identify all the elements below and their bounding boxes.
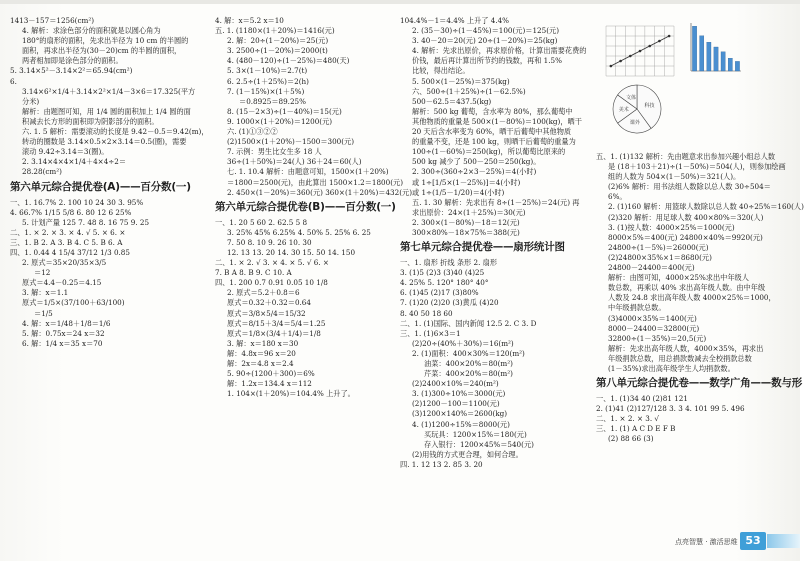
answer-line: 4. 解：x＝5.2 x＝10 xyxy=(215,16,284,25)
page-tab-decoration xyxy=(767,534,800,548)
answer-line: (2)320 解析：用足球人数 400×80%＝320(人) xyxy=(608,212,764,222)
answer-line: 4. 66.7% 1/15 5/8 6. 80 12 6 25% xyxy=(10,207,132,217)
answer-line: 其他物质的重量是 500×(1－80%)＝100(kg)，晒干 xyxy=(412,116,582,126)
answer-line: 7. 示例：男生比女生多 18 人 xyxy=(227,147,322,157)
answer-line: 3. (1)按人数：4000×25%＝1000(元) xyxy=(608,222,735,232)
answer-line: 面积，再求出半径为(30－20)cm 的半圆的面积， xyxy=(22,46,182,56)
answer-line: 二、1. × 2. √ 3. × 4. × 5. √ 6. × xyxy=(215,258,329,268)
bar xyxy=(700,36,704,71)
answer-line: 8. (15－2×3)÷(1－40%)＝15(元) xyxy=(227,106,342,116)
page-number: 53 xyxy=(740,532,766,550)
column-4 xyxy=(596,152,804,445)
data-point xyxy=(619,60,622,63)
answer-line: 7. (1)20 (2)20 (3)黄瓜 (4)20 xyxy=(400,298,499,308)
column-3 xyxy=(400,16,590,470)
answer-line: (2)24800×35%×1＝8680(元) xyxy=(608,252,712,262)
answer-line: 原式＝1/5×(37/100＋63/100) xyxy=(22,298,125,308)
answer-line: 解析：由图可知，4000×25%求出中年级人 xyxy=(608,273,749,283)
answer-line: 数总数，再乘以 40% 求出高年级人数。由中年级 xyxy=(608,283,766,293)
answer-line: 买玩具：1200×15%＝180(元) xyxy=(424,429,527,439)
answer-line: 原式＝0.32＋0.32＝0.64 xyxy=(227,298,311,308)
answer-line: 四、1. 0.44 4 15/4 37/12 1/3 0.85 xyxy=(10,247,130,257)
bar xyxy=(721,52,725,71)
answer-line: 或 1÷[1/5×(1－25%)]＝4(小时) xyxy=(412,177,521,187)
answer-line: 六. 1. 5 解析：需要滚动的长度是 9.42－0.5＝9.42(m)， xyxy=(22,127,209,137)
answer-line: ＝12 xyxy=(34,268,51,278)
answer-line: 解析：由题图可知，用 1/4 圆的面积加上 1/4 圆的面 xyxy=(22,106,191,116)
answer-line: 7. (1－15%)×(1＋5%) xyxy=(227,86,305,96)
answer-line: 2. 3.14×4×4×1/4＋4×4÷2＝ xyxy=(22,157,127,167)
answer-line: (1－35%)求出高年级学生人均捐款数。 xyxy=(608,363,735,373)
bar xyxy=(728,58,732,71)
section-title: 第六单元综合提优卷(A)——百分数(一) xyxy=(10,180,191,193)
answer-line: 6. 解：1/4 x＝35 x＝70 xyxy=(22,338,103,348)
answer-line: ＝0.8925＝89.25% xyxy=(239,96,306,106)
answer-line: (2)用钱的方式更合理，如何合理。 xyxy=(412,449,523,459)
column-1 xyxy=(10,16,209,349)
answer-line: 三、1. B 2. A 3. B 4. C 5. B 6. A xyxy=(10,237,123,247)
answer-line: ＝1800＝2500(元)，由此算出 1500×1.2＝1800(元) xyxy=(227,177,403,187)
answer-line: 解析：先求出高年级人数，4000×35%，再求出 xyxy=(608,343,764,353)
bar xyxy=(714,47,718,71)
answer-line: 两者相加即是涂色部分的面积。 xyxy=(22,56,123,66)
answer-line: (2)20÷(40%＋30%)＝16(m²) xyxy=(412,338,514,348)
answer-line: 是 (18＋103＋21)÷(1－50%)＝504(人)，则参加绘画 xyxy=(608,162,786,172)
section-title: 第七单元综合提优卷——扇形统计图 xyxy=(400,241,565,254)
answer-line: 比较，得出结论。 xyxy=(412,66,470,76)
answer-line: 2. (1)41 (2)127/128 3. 3 4. 101 99 5. 496 xyxy=(596,404,745,414)
answer-line: 积减去长方形的面积即为阴影部分的面积。 xyxy=(22,116,159,126)
answer-line: 油菜：400×20%＝80(m²) xyxy=(424,359,513,368)
answer-line: 原式＝8/15＋3/4＝5/4＝1.25 xyxy=(227,318,326,328)
answer-line: 4. (1)1200÷15%＝8000(元) xyxy=(412,419,510,429)
answer-line: 6. 2.5÷(1＋25%)＝2(h) xyxy=(227,76,309,86)
answer-line: 3. (1)300÷10%＝3000(元) xyxy=(412,389,506,399)
answer-line: 二、1. (1)国际、国内新闻 12.5 2. C 3. D xyxy=(400,318,537,328)
answer-line: 2. (1)160 解析：用篮球人数除以总人数 40÷25%＝160(人) xyxy=(608,202,804,212)
answer-line: 2. 原式＝5.2＋0.8＝6 xyxy=(227,288,300,298)
pie-chart-svg xyxy=(602,82,672,137)
answer-line: 5. 3×(1－10%)＝2.7(t) xyxy=(227,66,308,76)
answer-line: 五、1. (1)132 解析：先由题意求出参加兴趣小组总人数 xyxy=(596,152,776,161)
answer-line: 2. 解：20÷(1－20%)＝25(元) xyxy=(227,36,329,46)
pie-label: 课外 xyxy=(629,120,640,127)
answer-line: (2)1200－100＝1100(元) xyxy=(412,399,500,409)
answer-line: 5. 3.14×5²－3.14×2²＝65.94(cm²) xyxy=(10,66,133,76)
answer-line: 或 1÷(1/5－1/20)＝4(小时) xyxy=(412,187,505,197)
answer-line: (3)1200×140%＝2600(kg) xyxy=(412,409,508,419)
answer-line: 4. 25% 5. 120° 180° 40° xyxy=(400,278,489,288)
answer-line: 24800÷(1－5%)＝26000(元) xyxy=(608,242,709,252)
pie-label: 科技 xyxy=(644,102,655,109)
answer-line: 500－62.5＝437.5(kg) xyxy=(412,96,492,106)
data-point xyxy=(610,65,613,68)
answer-line: 三、1. (1) A C D E F B xyxy=(596,424,676,434)
answer-line: 解：1.2x＝134.4 x＝112 xyxy=(227,379,312,389)
answer-line: 年级捐款总数，用总捐款数减去全校捐款总数 xyxy=(608,353,752,363)
answer-line: 组的人数为 504×(1－50%)＝321(人)。 xyxy=(608,172,741,182)
answer-line: 180°的扇形的面积，先求出半径为 10 cm 的半圆的 xyxy=(22,36,189,46)
answer-line: 4. (480－120)÷(1－25%)＝480(天) xyxy=(227,56,350,66)
answer-line: 四. 1. 12 13 2. 85 3. 20 xyxy=(400,459,483,469)
answer-line: 2. 300×(1－80%)－18＝12(元) xyxy=(412,217,520,227)
answer-line: 一、1. 扇形 折线 条形 2. 扇形 xyxy=(400,258,498,268)
data-point xyxy=(668,35,671,38)
answer-line: 存入银行：1200×45%＝540(元) xyxy=(424,439,534,449)
answer-line: 原式＝1/8×(3/4＋1/4)＝1/8 xyxy=(227,328,321,338)
answer-line: 3. 2500÷(1－20%)＝2000(t) xyxy=(227,46,328,56)
answer-line: 五. 1. 30 解析：先求出有 8÷(1－25%)＝24(元) 再 xyxy=(412,197,580,207)
answer-line: 5. 90÷(1200＋300)＝6% xyxy=(227,369,315,379)
answer-line: 500 kg 减少了 500－250＝250(kg)。 xyxy=(412,157,541,167)
answer-line: 3. 解：x＝1.1 xyxy=(22,288,69,298)
bar-chart xyxy=(685,20,745,75)
answer-line: 8000－24400＝32800(元) xyxy=(608,323,700,333)
line-chart-svg xyxy=(598,22,678,82)
answer-line: 的重量不变，还是 100 kg，则晒干后葡萄的重量为 xyxy=(412,137,576,147)
answer-line: 四、1. 200 0.7 0.91 0.05 10 1/8 xyxy=(215,278,328,288)
answer-line: 9. 1000×(1＋20%)＝1200(元) xyxy=(227,116,333,126)
answer-line: 4. 解析：先求出原价，再求原价格，计算出需要花费的 xyxy=(412,46,587,56)
answer-line: 2. (1)面积：400×30%＝120(m²) xyxy=(412,348,525,358)
answer-line: 求出原价：24×(1＋25%)＝30(元) xyxy=(412,207,526,217)
column-2 xyxy=(215,16,413,399)
answer-line: 12. 13 13. 20 14. 30 15. 50 14. 150 xyxy=(227,247,356,257)
data-point xyxy=(629,55,632,58)
answer-line: 价钱，最后再计算出所节约的钱数，再和 1.5% xyxy=(412,56,562,66)
answer-line: 1413－157＝1256(cm²) xyxy=(10,16,95,25)
footer xyxy=(675,532,800,554)
answer-line: 滚动 9.42÷3.14＝3(圈)。 xyxy=(22,147,109,157)
answer-line: 一、1. (1)34 40 (2)81 121 xyxy=(596,394,688,404)
answer-line: 2. 450×(1－20%)＝360(元) 360×(1＋20%)＝432(元) xyxy=(227,187,413,197)
answer-line: (2)6% 解析：用书法组人数除以总人数 30÷504＝ xyxy=(608,182,771,192)
answer-line: (2)2400×10%＝240(m²) xyxy=(412,379,499,389)
answer-line: 4. 解：x＝1/48＋1/8＝1/6 xyxy=(22,318,111,328)
answer-line: 3.14×6²×1/4＋3.14×2²×1/4－3×6＝17.325(平方 xyxy=(22,86,196,96)
answer-line: 3. 25% 45% 6.25% 4. 50% 5. 25% 6. 25 xyxy=(227,227,371,237)
answer-line: 4. 解析：求涂色部分的面积就是以圆心角为 xyxy=(22,26,161,36)
answer-line: 7. B A 8. B 9. C 10. A xyxy=(215,268,292,278)
section-title: 第八单元综合提优卷——数学广角——数与形 xyxy=(596,377,802,390)
answer-line: 原式＝4.4－0.25＝4.15 xyxy=(22,278,102,288)
answer-line: 人数及 24.8 求出高年级人数 4000×25%＝1000， xyxy=(608,293,776,303)
answer-line: 28.28(cm²) xyxy=(22,167,62,177)
answer-line: 3. 解：x＝180 x＝30 xyxy=(227,338,299,348)
answer-line: 36÷(1＋50%)＝24(人) 36＋24＝60(人) xyxy=(227,157,362,167)
answer-line: 原式＝3/8×5/4＝15/32 xyxy=(227,308,306,318)
answer-line: 解：2x＝4.8 x＝2.4 xyxy=(227,359,294,368)
answer-line: (3)4000×35%＝1400(元) xyxy=(608,313,697,323)
pie-chart xyxy=(602,82,672,137)
answer-line: 一、1. 16.7% 2. 100 10 24 30 3. 95% xyxy=(10,197,144,207)
answer-line: 3. (1)5 (2)3 (3)40 (4)25 xyxy=(400,268,485,278)
data-point xyxy=(639,50,642,53)
answer-line: 32800÷(1－35%)＝20,5(元) xyxy=(608,333,707,343)
answer-line: 六. (1)①③②② xyxy=(227,127,278,137)
answer-line: 六、500÷(1＋25%)÷(1－62.5%) xyxy=(412,86,526,96)
top-edge xyxy=(0,0,800,4)
answer-line: 二、1. × 2. × 3. √ xyxy=(596,414,659,424)
section-title: 第六单元综合提优卷(B)——百分数(一) xyxy=(215,200,396,213)
data-point xyxy=(648,45,651,48)
bar xyxy=(692,26,696,71)
answer-line: 三、1. (1)6×3＝1 xyxy=(400,328,461,338)
answer-line: 七. 1. 10.4 解析：由题意可知，1500×(1＋20%) xyxy=(227,167,389,177)
answer-line: 解析：500 kg 葡萄，含水率为 80%，那么葡萄中 xyxy=(412,106,573,116)
answer-line: 分米) xyxy=(22,96,40,106)
pie-label: 美术 xyxy=(618,107,629,113)
answer-line: 7. 50 8. 10 9. 26 10. 30 xyxy=(227,237,312,247)
bar xyxy=(707,42,711,71)
answer-line: 8000×5%＝400(元) 24800×40%＝9920(元) xyxy=(608,232,763,242)
answer-line: 3. 40－20＝20(元) 20÷(1－20%)＝25(kg) xyxy=(412,36,558,46)
pie-label: 文体 xyxy=(625,95,637,102)
line-chart xyxy=(598,22,678,82)
answer-line: 20 天后含水率变为 60%，晒干后葡萄中其他物质 xyxy=(412,127,572,137)
answer-line: 6. (1)45 (2)17 (3)80% xyxy=(400,288,479,298)
bar xyxy=(735,61,739,71)
answer-line: 5. 计划产量 125 7. 48 8. 16 75 9. 25 xyxy=(22,217,150,227)
answer-line: 6%。 xyxy=(608,192,627,202)
answer-line: 300×80%－18×75%＝388(元) xyxy=(412,227,520,237)
answer-line: 1. 104×(1＋20%)＝104.4% 上升了。 xyxy=(227,389,355,399)
data-point xyxy=(658,40,661,43)
answer-line: 5. 500×(1－25%)＝375(kg) xyxy=(412,76,510,86)
answer-line: ＝1/5 xyxy=(34,308,53,318)
answer-line: 24800－24400＝400(元) xyxy=(608,263,695,273)
answer-line: 6. xyxy=(10,76,17,86)
answer-line: 五. 1. (1180×(1＋20%)＝1416(元) xyxy=(215,26,335,36)
answer-line: (2)1500×(1＋20%)－1500＝300(元) xyxy=(227,137,355,147)
bar-chart-svg xyxy=(685,20,745,75)
answer-line: 2. 原式＝35×20/35×3/5 xyxy=(22,258,107,268)
answer-line: 100÷(1－60%)＝250(kg)，所以葡萄比原来的 xyxy=(412,147,566,157)
answer-line: 8. 40 50 18 60 xyxy=(400,308,453,318)
answer-line: 一、1. 20 5 60 2. 62.5 5 8 xyxy=(215,217,308,227)
footer-slogan: 点亮智慧 · 激活思维 xyxy=(675,538,738,546)
answer-line: 中年级捐款总数。 xyxy=(608,303,666,313)
answer-line: 104.4%－1＝4.4% 上升了 4.4% xyxy=(400,16,510,25)
answer-line: 5. 解：0.75x＝24 x＝32 xyxy=(22,328,105,338)
answer-line: 芹菜：400×20%＝80(m²) xyxy=(424,369,513,379)
answer-line: 2. (35－30)÷(1－45%)＝100(元)＝125(元) xyxy=(412,26,560,36)
answer-line: 转动的圈数是 3.14×0.5×2×3.14＝0.5(圈)，需要 xyxy=(22,137,187,147)
answer-line: 解：4.8x＝96 x＝20 xyxy=(227,348,296,358)
answer-line: 二、1. × 2. × 3. × 4. √ 5. × 6. × xyxy=(10,227,126,237)
answer-line: 2. 300÷(360÷2×3－25%)＝4(小时) xyxy=(412,167,537,177)
answer-line: (2) 88 66 (3) xyxy=(608,434,654,444)
